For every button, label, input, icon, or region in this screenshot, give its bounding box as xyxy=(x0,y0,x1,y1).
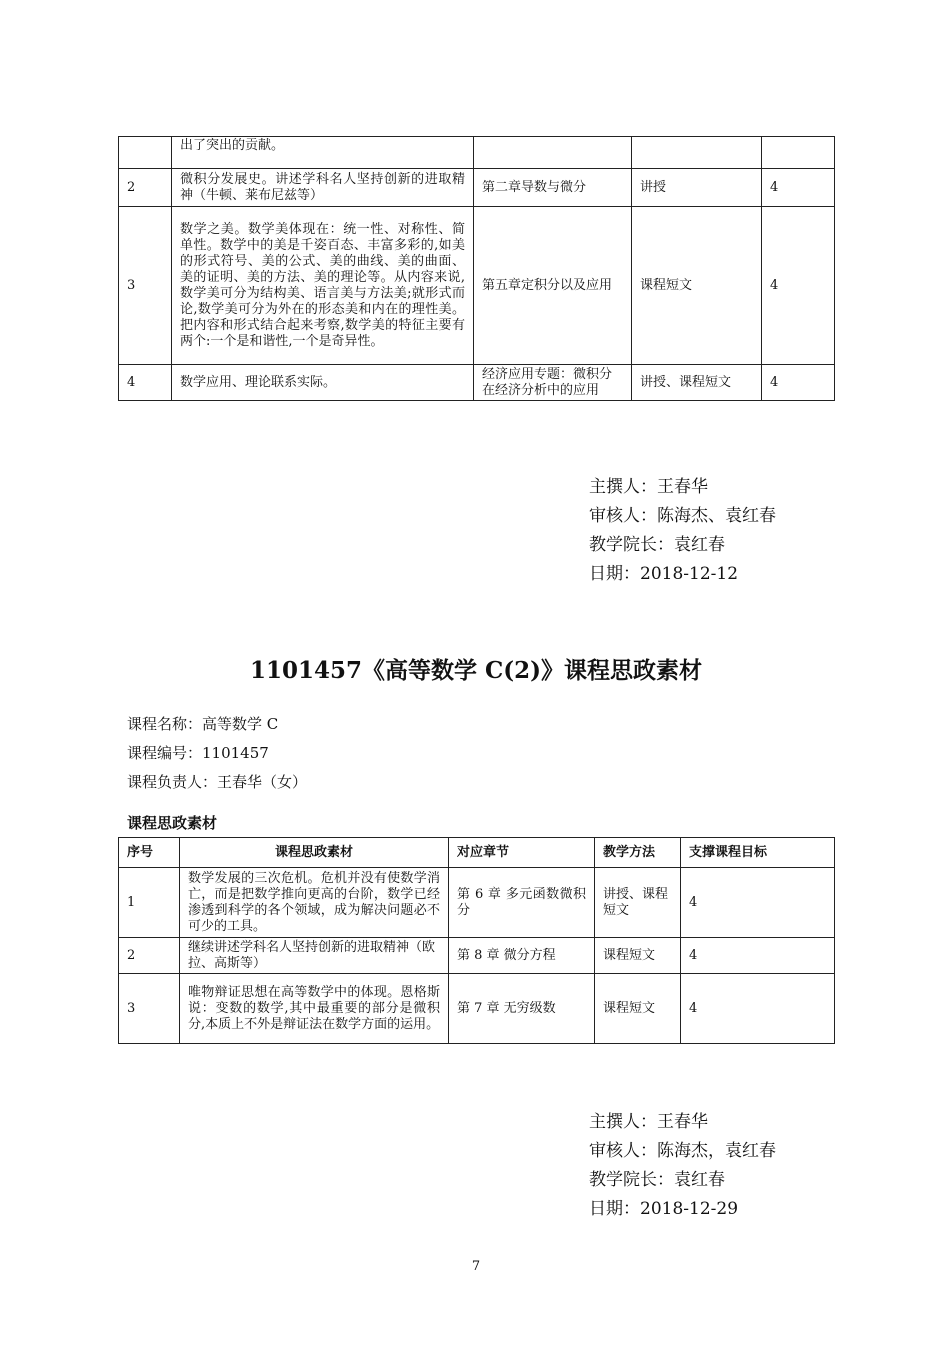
document-title: 1101457《高等数学 C(2)》课程思政素材 xyxy=(249,657,703,684)
material-cell: 继续讲述学科名人坚持创新的进取精神（欧拉、高斯等） xyxy=(180,938,449,974)
material-cell: 唯物辩证思想在高等数学中的体现。恩格斯说：变数的数学,其中最重要的部分是微积分,本质上不外是辩证法在数学方面的运用。 xyxy=(180,974,449,1044)
table-row xyxy=(119,365,835,401)
method-cell: 课程短文 xyxy=(632,207,762,365)
material-cell: 数学之美。数学美体现在：统一性、对称性、简单性。数学中的美是千姿百态、丰富多彩的,如美的形式符号、美的公式、美的曲线、美的曲面、美的证明、美的方法、美的理论等。从内容来说,数学美可分为结构美、语言美与方法美;就形式而论,数学美可分为外在的形态美和内在的理性美。把内容和形式结合起来考察,数学美的特征主要有两个:一个是和谐性,一个是奇异性。 xyxy=(172,207,474,365)
course-info xyxy=(127,710,307,797)
column-header: 教学方法 xyxy=(595,838,681,868)
goal-cell: 4 xyxy=(762,207,835,365)
materials-table xyxy=(118,837,835,1044)
goal-cell: 4 xyxy=(762,365,835,401)
author-line: 主撰人：王春华 xyxy=(589,1112,708,1132)
goal-cell: 4 xyxy=(762,169,835,207)
course-code: 课程编号：1101457 xyxy=(127,744,269,762)
chapter-cell: 经济应用专题：微积分在经济分析中的应用 xyxy=(474,365,632,401)
course-leader: 课程负责人：王春华（女） xyxy=(127,773,308,791)
chapter-cell: 第 6 章 多元函数微积分 xyxy=(449,868,595,938)
signature-block-2 xyxy=(589,1108,776,1224)
row-number xyxy=(119,137,172,169)
chapter-cell: 第 8 章 微分方程 xyxy=(449,938,595,974)
column-header: 对应章节 xyxy=(449,838,595,868)
goal-cell: 4 xyxy=(681,974,835,1044)
table-header-row xyxy=(119,838,835,868)
reviewer-line: 审核人：陈海杰，袁红春 xyxy=(589,1141,776,1161)
method-cell: 课程短文 xyxy=(595,938,681,974)
signature-block-1 xyxy=(589,473,776,589)
chapter-cell: 第二章导数与微分 xyxy=(474,169,632,207)
row-number: 3 xyxy=(119,974,180,1044)
author-line: 主撰人：王春华 xyxy=(589,477,708,497)
row-number: 2 xyxy=(119,938,180,974)
table-row xyxy=(119,137,835,169)
table-row xyxy=(119,868,835,938)
row-number: 2 xyxy=(119,169,172,207)
material-cell: 微积分发展史。讲述学科名人坚持创新的进取精神（牛顿、莱布尼兹等） xyxy=(172,169,474,207)
chapter-cell: 第五章定积分以及应用 xyxy=(474,207,632,365)
method-cell: 讲授、课程短文 xyxy=(595,868,681,938)
material-cell: 出了突出的贡献。 xyxy=(172,137,474,169)
course-name: 课程名称：高等数学 C xyxy=(127,715,279,733)
chapter-cell xyxy=(474,137,632,169)
date-line: 日期：2018-12-29 xyxy=(589,1199,739,1219)
goal-cell: 4 xyxy=(681,938,835,974)
table-row xyxy=(119,207,835,365)
column-header: 序号 xyxy=(119,838,180,868)
dean-line: 教学院长：袁红春 xyxy=(589,1170,725,1190)
method-cell xyxy=(632,137,762,169)
table-row xyxy=(119,938,835,974)
method-cell: 讲授、课程短文 xyxy=(632,365,762,401)
dean-line: 教学院长：袁红春 xyxy=(589,535,725,555)
method-cell: 讲授 xyxy=(632,169,762,207)
row-number: 4 xyxy=(119,365,172,401)
column-header: 支撑课程目标 xyxy=(681,838,835,868)
row-number: 3 xyxy=(119,207,172,365)
row-number: 1 xyxy=(119,868,180,938)
table-row xyxy=(119,974,835,1044)
table-row xyxy=(119,169,835,207)
page-number: 7 xyxy=(471,1259,481,1274)
method-cell: 课程短文 xyxy=(595,974,681,1044)
date-line: 日期：2018-12-12 xyxy=(589,564,739,584)
materials-table-continued xyxy=(118,136,835,401)
material-cell: 数学应用、理论联系实际。 xyxy=(172,365,474,401)
column-header: 课程思政素材 xyxy=(180,838,449,868)
reviewer-line: 审核人：陈海杰、袁红春 xyxy=(589,506,776,526)
section-heading: 课程思政素材 xyxy=(127,814,218,832)
material-cell: 数学发展的三次危机。危机并没有使数学消亡，而是把数学推向更高的台阶，数学已经渗透到科学的各个领域，成为解决问题必不可少的工具。 xyxy=(180,868,449,938)
goal-cell xyxy=(762,137,835,169)
goal-cell: 4 xyxy=(681,868,835,938)
chapter-cell: 第 7 章 无穷级数 xyxy=(449,974,595,1044)
